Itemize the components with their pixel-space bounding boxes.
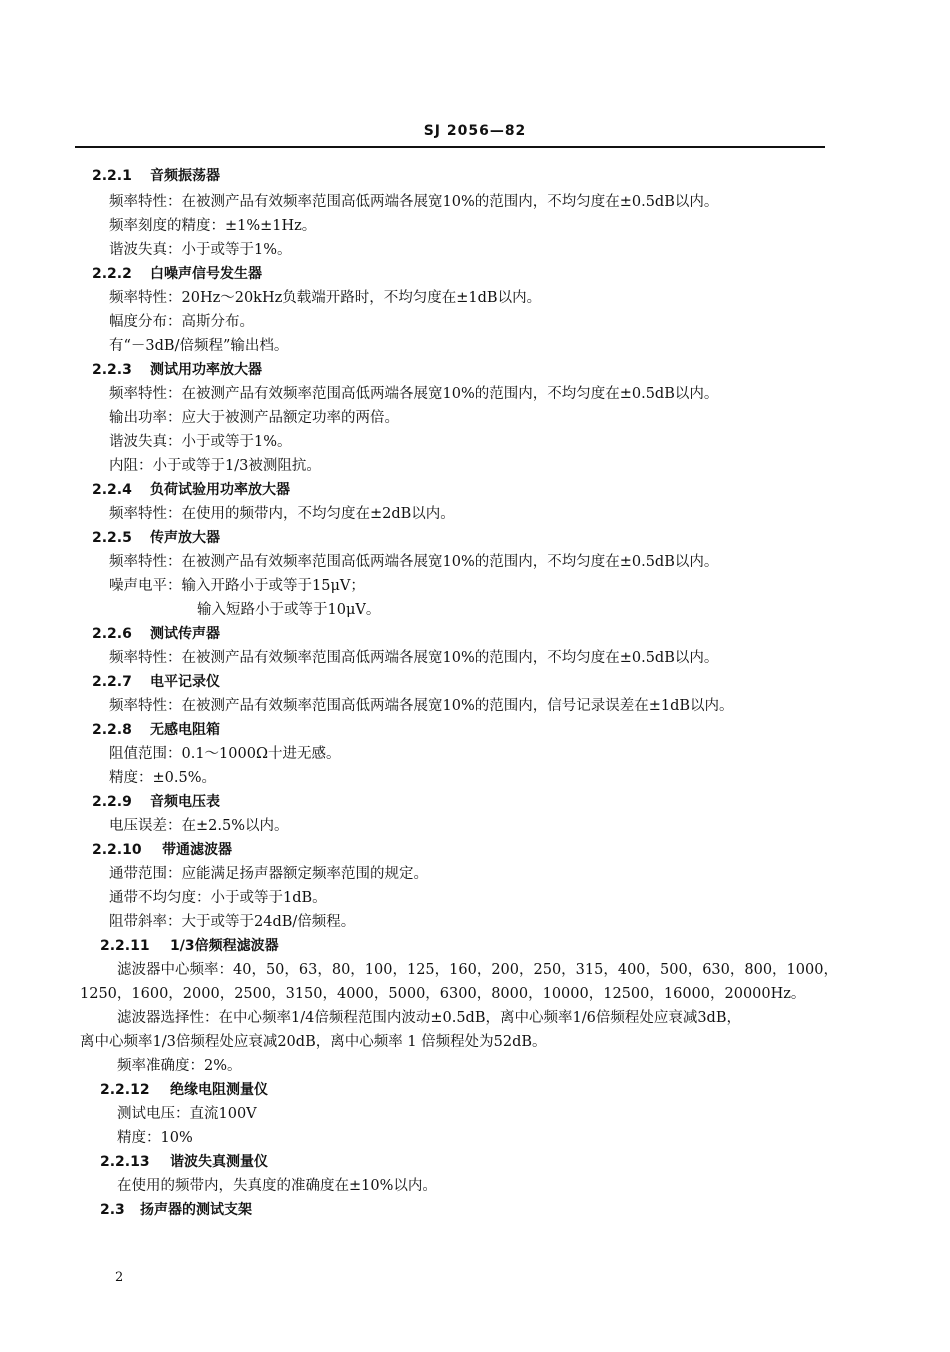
section-heading <box>92 840 232 860</box>
paragraph-line: 频率特性：20Hz～20kHz负载端开路时，不均匀度在±1dB以内。 <box>109 290 542 306</box>
section-title: 1/3倍频程滤波器 <box>170 938 279 954</box>
paragraph-line: 阻值范围：0.1～1000Ω十进无感。 <box>109 746 341 762</box>
section-heading <box>100 1080 268 1100</box>
paragraph-line: 电压误差：在±2.5%以内。 <box>109 818 289 834</box>
section-number: 2.2.5 <box>92 530 132 546</box>
section-title: 白噪声信号发生器 <box>150 266 262 282</box>
section-heading <box>92 720 220 740</box>
paragraph-line: 通带范围：应能满足扬声器额定频率范围的规定。 <box>109 866 428 882</box>
paragraph-line: 输出功率：应大于被测产品额定功率的两倍。 <box>109 410 399 426</box>
section-heading <box>92 792 220 812</box>
section-heading <box>92 264 262 284</box>
section-title: 无感电阻箱 <box>150 722 220 738</box>
paragraph-line: 通带不均匀度：小于或等于1dB。 <box>109 890 327 906</box>
paragraph-line: 频率特性：在被测产品有效频率范围高低两端各展宽10%的范围内，不均匀度在±0.5dB以内。 <box>109 650 719 666</box>
section-number: 2.2.8 <box>92 722 132 738</box>
paragraph-line: 频率准确度：2%。 <box>117 1058 242 1074</box>
section-heading <box>100 1152 268 1172</box>
section-heading <box>92 166 220 186</box>
section-number: 2.2.6 <box>92 626 132 642</box>
section-title: 电平记录仪 <box>150 674 220 690</box>
paragraph-line: 谐波失真：小于或等于1%。 <box>109 242 292 258</box>
paragraph-line: 在使用的频带内，失真度的准确度在±10%以内。 <box>117 1178 437 1194</box>
section-heading <box>92 480 290 500</box>
paragraph-line: 输入短路小于或等于10μV。 <box>197 602 381 618</box>
page-number: 2 <box>115 1270 124 1285</box>
section-title: 扬声器的测试支架 <box>140 1202 252 1218</box>
paragraph-line: 谐波失真：小于或等于1%。 <box>109 434 292 450</box>
section-title: 负荷试验用功率放大器 <box>150 482 290 498</box>
section-number: 2.2.9 <box>92 794 132 810</box>
section-number: 2.2.12 <box>100 1082 150 1098</box>
section-title: 测试用功率放大器 <box>150 362 262 378</box>
section-heading <box>92 624 220 644</box>
section-number: 2.2.1 <box>92 168 132 184</box>
section-number: 2.2.7 <box>92 674 132 690</box>
paragraph-line: 滤波器中心频率：40，50，63，80，100，125，160，200，250，315，400，500，630，800，1000， <box>117 962 838 978</box>
section-title: 音频振荡器 <box>150 168 220 184</box>
section-heading <box>92 672 220 692</box>
paragraph-line: 频率特性：在使用的频带内，不均匀度在±2dB以内。 <box>109 506 455 522</box>
paragraph-line: 频率特性：在被测产品有效频率范围高低两端各展宽10%的范围内，不均匀度在±0.5dB以内。 <box>109 194 719 210</box>
paragraph-line: 频率特性：在被测产品有效频率范围高低两端各展宽10%的范围内，不均匀度在±0.5dB以内。 <box>109 386 719 402</box>
section-heading <box>100 936 279 956</box>
paragraph-line: 噪声电平：输入开路小于或等于15μV； <box>109 578 365 594</box>
section-number: 2.2.11 <box>100 938 150 954</box>
paragraph-line: 1250，1600，2000，2500，3150，4000，5000，6300，8000，10000，12500，16000，20000Hz。 <box>80 986 806 1002</box>
paragraph-line: 阻带斜率：大于或等于24dB/倍频程。 <box>109 914 356 930</box>
section-number: 2.3 <box>100 1202 125 1218</box>
section-title: 绝缘电阻测量仪 <box>170 1082 268 1098</box>
section-heading <box>92 528 220 548</box>
paragraph-line: 测试电压：直流100V <box>117 1106 257 1122</box>
section-title: 谐波失真测量仪 <box>170 1154 268 1170</box>
paragraph-line: 有“－3dB/倍频程”输出档。 <box>109 338 289 354</box>
section-heading <box>92 360 262 380</box>
section-title: 传声放大器 <box>150 530 220 546</box>
section-number: 2.2.3 <box>92 362 132 378</box>
page-header: SJ 2056—82 <box>423 123 527 139</box>
section-title: 带通滤波器 <box>162 842 232 858</box>
paragraph-line: 滤波器选择性：在中心频率1/4倍频程范围内波动±0.5dB，离中心频率1/6倍频程处应衰减3dB， <box>117 1010 741 1026</box>
section-title: 音频电压表 <box>150 794 220 810</box>
header-rule <box>75 146 825 148</box>
section-number: 2.2.2 <box>92 266 132 282</box>
section-number: 2.2.13 <box>100 1154 150 1170</box>
paragraph-line: 精度：10% <box>117 1130 193 1146</box>
section-number: 2.2.10 <box>92 842 142 858</box>
paragraph-line: 幅度分布：高斯分布。 <box>109 314 254 330</box>
paragraph-line: 频率特性：在被测产品有效频率范围高低两端各展宽10%的范围内，信号记录误差在±1dB以内。 <box>109 698 734 714</box>
paragraph-line: 离中心频率1/3倍频程处应衰减20dB，离中心频率 1 倍频程处为52dB。 <box>80 1034 547 1050</box>
paragraph-line: 精度：±0.5%。 <box>109 770 216 786</box>
paragraph-line: 频率特性：在被测产品有效频率范围高低两端各展宽10%的范围内，不均匀度在±0.5dB以内。 <box>109 554 719 570</box>
section-heading <box>100 1200 252 1220</box>
section-title: 测试传声器 <box>150 626 220 642</box>
paragraph-line: 内阻：小于或等于1/3被测阻抗。 <box>109 458 321 474</box>
section-number: 2.2.4 <box>92 482 132 498</box>
paragraph-line: 频率刻度的精度：±1%±1Hz。 <box>109 218 317 234</box>
